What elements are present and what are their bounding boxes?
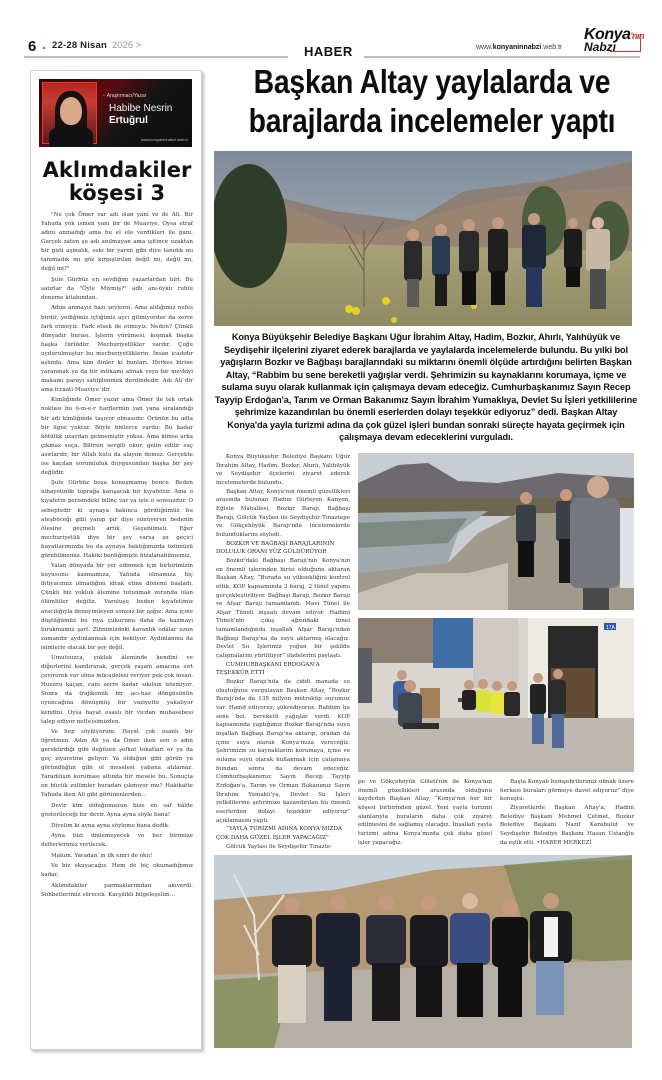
logo-line2: Nabzı xyxy=(584,40,617,54)
column-paragraph: Kimliğinde Ömer yazar ama Ömer ile tek ortak noktası bu ö-m-e-r harflerinin yan yana sıralandığı bir adı kimliğinde taşıyor olmasıdır. Örünün bu adla bir ilgisi yoktur. Böyle binlerce vardır. Bu kadar kötülük uzaydan gelmemiştir yoksa. Ama kimse arka çıkmaz suça. Bilirsin sevgili okur, gelin edilir suç asırlardır, bir Allah kulu da alayım demez. Gerçekte ise kaçılan sorumluluk duygusundan başka bir şey değildir. xyxy=(41,397,193,476)
column-paragraph: Aklımdakiler parmaklarımdan akıverdi. Sohbetlerimiz sürecek. Karşılıklı bilgeleşelim… xyxy=(41,882,193,898)
article-headline: Başkan Altay yaylalarda ve barajlarda incelemeler yaptı xyxy=(248,63,616,139)
author-photo xyxy=(42,82,97,144)
header-rule-right xyxy=(364,56,640,58)
separator-dot: . xyxy=(42,36,46,52)
logo-line1: Konya'nın xyxy=(584,26,645,43)
column-paragraph: Diyelim ki ayna ayna söyleme bana dedik. xyxy=(51,822,170,829)
newspaper-logo xyxy=(562,26,645,56)
column-paragraph: "Ne çok Ömer var adı olan yani ve de Ali. Bir Yahuda yok ismen yani bir de Muaviye. Oysa etraf adını anmadığı ama bu el ele verdikleri ile gani. Gerçek zaten şu adı anılmayan ama işitince uzaktan bir gizli aşinalık, eski bir yaren gibi diye tanıdık mı tanımadık mı göz kırpıştırılan değil mi, değil mi, değil mi?" xyxy=(41,212,193,273)
article-paragraph: Konya Büyükşehir Belediye Başkanı Uğur İbrahim Altay, Hadim, Bozkır, Ahırlı, Yalıhüyük ve Seydişehir ilçelerini ziyaret ederek incelemelerde bulundu. xyxy=(216,454,350,486)
photo-group-portrait xyxy=(214,855,632,1048)
storefront-number: 17A xyxy=(606,625,615,631)
article-summary: Konya Büyükşehir Belediye Başkanı Uğur İbrahim Altay, Hadim, Bozkır, Ahırlı, Yalıhüyük ve Seydişehir ilçelerini ziyaret ederek barajlarda ve yaylalarda incelemelerde bulundu. Bu yılki bol yağışların Bozkır ve Bağbaşı barajlarındaki su miktarını önemli ölçüde artırdığını belirten Başkan Altay, “Rabbim bu sene bereketli yağışlar verdi. Şehrimizin su kaynaklarını korumaya, içme ve sulama suyu olarak kullanmak için çalışmaya devam edeceğiz. Cumhurbaşkanımız Sayın Recep Tayyip Erdoğan'a, Tarım ve Orman Bakanımız Sayın İbrahim Yumaklıya, Devlet Su İşleri yetkililerine şehrimize kazandırılan bu önemli eserlerden dolayı teşekkür ediyoruz” dedi. Başkan Altay Konya'da yayla turizmi adına da çok güzel işleri bundan sonraki süreçte hayata geçirmek için çalışmaya devam edeceklerini vurguladı. xyxy=(214,332,638,442)
page-header xyxy=(24,26,645,60)
article-paragraph: pe ve Gökçehöyük Göleti'nin de Konya'nın önemli güzellikleri arasında olduğunu kaydeden Başkan Altay, “Konya'nın her bir köşesi birbirinden güzel. Yeni yayla turizmi alanlarıyla buraların daha çok ziyaret edilmesini de sağlamış olacağız. İnşallah yayla turizmi adına Konya'mızda çok daha güzel işler yapacağız. xyxy=(358,779,492,846)
column-paragraph: Ve biz okuyacağız. Hem de hiç okumadığımız kadar. xyxy=(41,863,193,879)
article-paragraph: Bozkır Barajı'nda da ciddi manada su oluştuğunu vurgulayan Başkan Altay, “Bozkır Barajı'nda da 135 milyon metreküp suyumuz var. Hamd ediyoruz, şükrediyoruz. Rabbim bu sene bol, bereketli yağışlar verdi. KOP kapsamında yaptığımız Bozkır Barajı'nda suyu inşallah Bağbaşı Barajı'na aktarıp, oradan da içme suyu olarak Konya'mıza vereceğiz. Şehrimizin su kaynaklarını korumaya, içme ve sulama suyu olarak kullanmak için çalışmaya bundan sonra da devam edeceğiz. Cumhurbaşkanımız Sayın Recep Tayyip Erdoğan'a, Tarım ve Orman Bakanımız Sayın İbrahim Yumaklı'ya, Devlet Su İşleri yetkililerine şehrimize kazandırılan bu önemli eserlerden dolayı teşekkür ediyoruz” açıklamasını yaptı. xyxy=(216,679,350,824)
issue-year: 2026 > xyxy=(112,40,142,51)
article-column-2 xyxy=(358,778,492,847)
article-paragraph: Başkan Altay, Konya'nın önemli güzellikleri arasında bulunan Hadim Gürleyen Kanyon, Eğiste Mahallesi, Bozkır Barajı, Bağbaşı Barajı, Gölcük Yaylası ile Seydişehir Tınaztepe ve Gökçehöyük Barajı'nda incelemelerde bulunduklarını söyledi. xyxy=(216,488,350,538)
article-subheading: “YAYLA TURİZMİ ADINA KONYA'MIZDA ÇOK DAHA GÜZEL İŞLER YAPACAĞIZ” xyxy=(216,826,342,841)
article-paragraph: Gölcük Yaylası ile Seydişehir Tınazte- xyxy=(226,843,333,850)
column-paragraph: Şule Gürbüz en sevdiğim yazarlardan biri. Bu satırlar da "Öyle Miymiş?" adlı anı-öykü ruhlu deneme kitabından. xyxy=(41,276,193,301)
article-subheading: CUMHURBAŞKANI ERDOĞAN'A TEŞEKKÜR ETTİ xyxy=(216,661,320,677)
article-subheading: BOZKIR VE BAĞBAŞI BARAJLARININ DOLULUK ORANI YÜZ GÜLDÜRÜYOR xyxy=(216,540,335,556)
column-paragraph: Devir kim olduğumuzun bize en saf hâlde gösterileceği bir devir. Ayna ayna söyle bana! xyxy=(41,803,193,819)
article-column-1 xyxy=(216,453,350,851)
column-paragraph: Ayna bizi dinlemeyecek ve her birimize defterlerimiz verilecek. xyxy=(41,833,193,849)
article-paragraph: Bozkır'daki Bağbaşı Barajı'nın Konya'nın en önemli işlerinden birisi olduğunu aktaran Başkan Altay, “Burada su yüksekliğini kontrol ettik. KOP kapsamında 3 baraj, 2 tünel yapımı gerçekleştiriliyor. Bağbaşı Barajı, Bozkır Barajı ve Afşar Barajı tamamlandı. Mavi Tünel ile Afşar Tüneli inşaatı devam ediyor. Hadimi Tüneli'nin çıkış ağzındaki tünel tamamlandığında inşallah Afşar Barajı'ndan Bağbaşı Barajı'na da suyu aktarmış olacağız. Devlet Su İşlerimiz yoğun bir şekilde çalışmalarını yürütüyor” ifadelerini paylaştı. xyxy=(216,557,350,660)
article-column-3 xyxy=(500,778,634,847)
author-last-name: Ertuğrul xyxy=(109,115,148,126)
column-body xyxy=(41,211,193,901)
photo-officials-walking xyxy=(214,151,632,326)
column-paragraph: Şule Gürbüz boşa konuşmamış bence. Beden nihayetinde toprağa karışacak bir kıyafettir. Ama o kıyafetin gerisindeki bilinç var ya işte o sonsuzdur. O sebeptedir ki aynaya bakınca gördüğümüz bu ateşböceği gibi yanıp pır diye sönüveren bedenin ötesine geçmeli artık. Geçebilmeli. Eğer mecburiyetlik diye bir şey varsa şu geçici hayatlarımızda bu da aynaya baktığımızda özümüzü görebilmemiz. Hakiki benliğimizle hizalanabilmemiz. xyxy=(41,480,193,559)
column-title: Aklımdakiler köşesi 3 xyxy=(42,158,192,205)
page-number: 6 xyxy=(28,38,37,55)
article-paragraph: Ziyaretlerde Başkan Altay'a; Hadim Belediye Başkanı Mehmet Çetinet, Bozkır Belediye Başkanı Nazif Karabulut ve Seydişehir Belediye Başkanı Hasan Ustaoğlu da eşlik etti. •HABER MERKEZİ xyxy=(500,804,634,846)
header-rule-left xyxy=(24,56,288,58)
website-link[interactable]: www.konyaninnabzi.web.tr xyxy=(476,44,563,51)
logo-frame xyxy=(610,38,641,52)
photo-dam-inspection xyxy=(358,453,634,610)
issue-date: 22-28 Nisan xyxy=(52,40,108,51)
article-paragraph: Başta Konyalı hemşehrilerimiz olmak üzere herkesi buraları görmeye davet ediyoruz” diye konuştu. xyxy=(500,779,634,803)
opinion-column xyxy=(30,70,202,1050)
column-paragraph: Umutsuzca, yokluk âleminde kendini ve diğerlerini kandırarak, gerçek yaşam amacına sırt çevirerek var olma mücadelesi veriyor pek çok insan. Huzuru kaçan, canı zerre kadar sıkılsın istemiyor. Sonra da trajikomik bir acı-haz döngüsünün oyuncağına dönüşmüş bir vaziyette yakalıyor kendini. Oysa hayat esaslı bir vicdan muhasebesi talep ediyor nef(e)simizden. xyxy=(41,655,193,725)
author-banner xyxy=(39,79,192,147)
column-paragraph: Yalan dünyada bir yer edinmek için birbirimizin kuyusunu kazmamıza, Yahuda olmamıza hiç ihtiyacımız olmadığını idrak etme dönemi başladı. Çünkü biz yokluk âlemine tutunmak zorunda olan ölümlüler değiliz. Varoluşu beden kıyafetimiz aracılığıyla deneyimleyen sonsuz bir ışığız. Ama içine düştüğümüz bu rıya çukurunu daha da kazmayı bırakmamız şart. Zihnimizdeki karanlık odalar uzun zamandır aydınlanmak için bekliyor. Aydınlanma da isimlerle olacak bir şey değil. xyxy=(41,563,193,651)
author-site: www.konyaninnabzi.web.tr xyxy=(140,137,188,142)
author-first-name: Habibe Nesrin xyxy=(109,103,173,114)
section-label: HABER xyxy=(304,44,353,59)
column-paragraph: Ve hep söylüyorum: Hayat çok usanlı bir öğretmen. Adın Ali ya da Ömer iken sen o adın gerektirdiği gibi değilsen şefkat tokatları er ya da geç ziyaretine geliyor. Ya olduğun gibi görün ya göründüğün gibi ol meselesi yabana atılamaz. Yaradılışın koruması altında bir mesele bu. Sonuçta en büyük zulümler buradan çıkmıyor mu? Hakikatte Yahuda iken Ali gibi görünenlerden… xyxy=(41,729,193,799)
column-paragraph: Malum. Yaradan´ın ilk emri de oku! xyxy=(51,852,153,859)
author-role: • Araştırmacı/Yazar xyxy=(103,93,146,99)
photo-village-visit xyxy=(358,618,634,772)
column-paragraph: Adını anmayız bazı şeylerin. Ama aldığımız nefes birdir, yediğimiz içtiğimiz ayrı gitmiyordur da zerre fark etmeyiz. Fark etsek de etmeyiz. Neden? Çünkü dünyadır burası. İşlerin yürümesi, koşmak başka başka türlüdür. Mecburiyetlikler vardır. Çoğu uydurulmuştur bu mecburiyetliklerin. İnsan icadıdır aslında. Ama kim dinler ki bunları. Herkes birine yaranmak ya da bir intikamı almak veya bir mevkiyi makamı parayı sahiplenmek derdindedir. Adı Ali´dir ama icraatı Muaviye´dir. xyxy=(41,305,193,393)
